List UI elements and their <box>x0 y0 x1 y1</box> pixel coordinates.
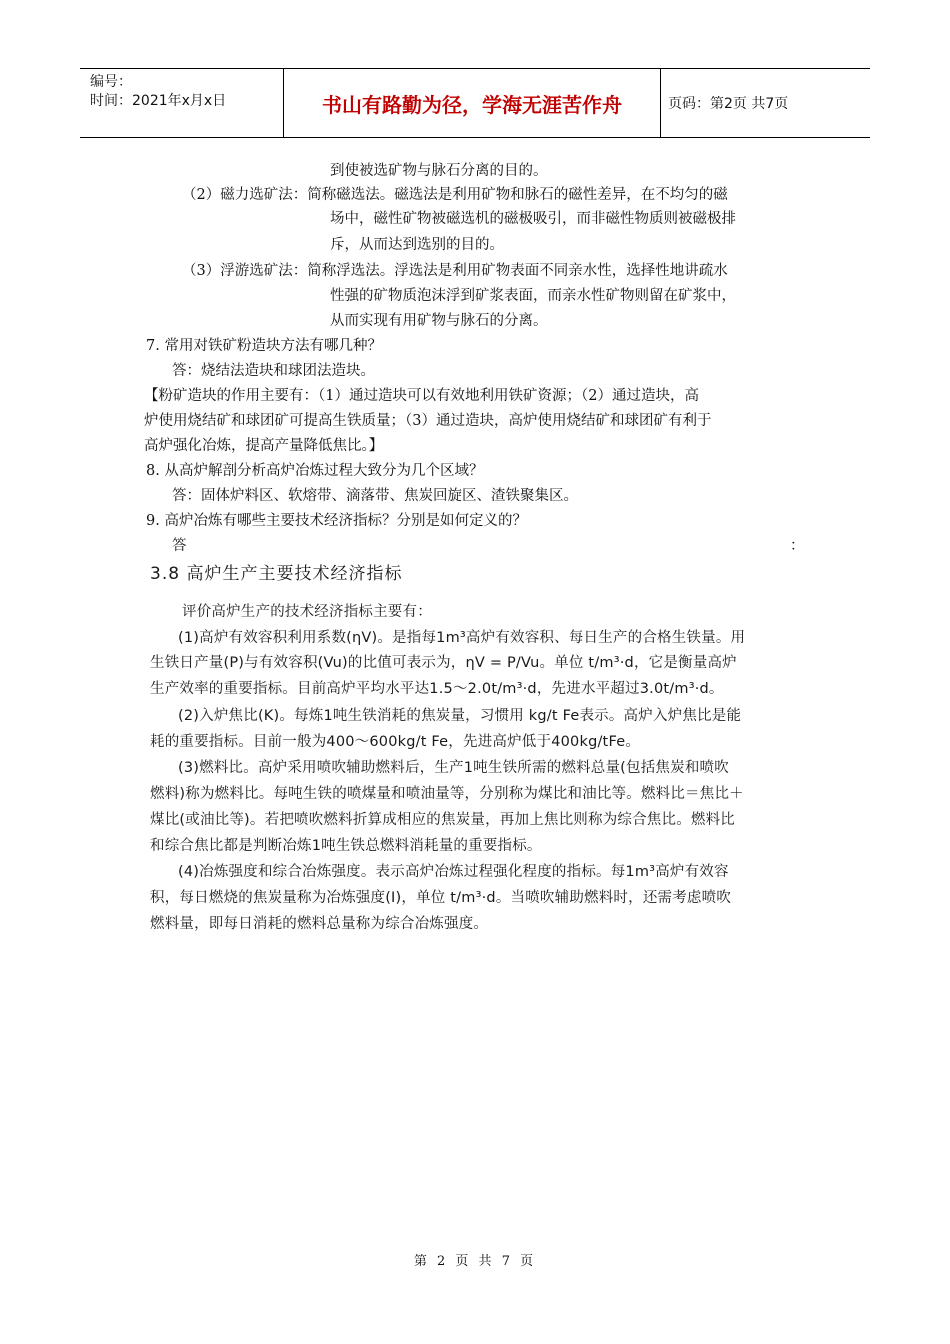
scan-line: 评价高炉生产的技术经济指标主要有： <box>182 604 432 620</box>
header-meta <box>80 69 284 137</box>
time-label: 时间：2021年x月x日 <box>90 93 227 109</box>
scan-line: 积，每日燃烧的焦炭量称为冶炼强度(I)，单位 t/m³·d。当喷吹辅助燃料时，还需考虑喷吹 <box>150 890 732 906</box>
scan-line: (2)入炉焦比(K)。每炼1吨生铁消耗的焦炭量，习惯用 kg/t Fe表示。高炉入炉焦比是能 <box>178 708 742 724</box>
scanned-excerpt <box>150 553 810 948</box>
scan-line: (4)冶炼强度和综合冶炼强度。表示高炉冶炼过程强化程度的指标。每1m³高炉有效容 <box>178 864 729 880</box>
page-header <box>80 68 870 138</box>
answer-9-colon: ： <box>790 538 805 554</box>
text-line: 【粉矿造块的作用主要有：（1）通过造块可以有效地利用铁矿资源；（2）通过造块，高 <box>144 388 699 404</box>
text-line: 从而实现有用矿物与脉石的分离。 <box>330 313 548 329</box>
scan-line: (3)燃料比。高炉采用喷吹辅助燃料后，生产1吨生铁所需的燃料总量(包括焦炭和喷吹 <box>178 760 729 776</box>
page-footer: 第 2 页 共 7 页 <box>413 1254 537 1269</box>
question-7: 7. 常用对铁矿粉造块方法有哪几种？ <box>146 338 382 354</box>
scan-line: 耗的重要指标。目前一般为400～600kg/t Fe，先进高炉低于400kg/tFe。 <box>150 734 641 750</box>
text-line: 炉使用烧结矿和球团矿可提高生铁质量；（3）通过造块，高炉使用烧结矿和球团矿有利于 <box>144 413 712 429</box>
answer-8: 答：固体炉料区、软熔带、滴落带、焦炭回旋区、渣铁聚集区。 <box>172 488 578 504</box>
scan-line: 和综合焦比都是判断冶炼1吨生铁总燃料消耗量的重要指标。 <box>150 838 542 854</box>
text-line: 到使被选矿物与脉石分离的目的。 <box>330 163 548 179</box>
text-line: 斥，从而达到选别的目的。 <box>330 237 504 253</box>
text-line: （2）磁力选矿法：简称磁选法。磁选法是利用矿物和脉石的磁性差异，在不均匀的磁 <box>182 187 728 203</box>
text-line: 高炉强化冶炼，提高产量降低焦比。】 <box>144 438 384 454</box>
header-page-label: 页码：第2页 共7页 <box>668 96 789 112</box>
scan-line: 生产效率的重要指标。目前高炉平均水平达1.5～2.0t/m³·d，先进水平超过3.0t/m³·d。 <box>150 681 724 697</box>
scan-title: 3.8 高炉生产主要技术经济指标 <box>150 564 403 584</box>
scan-line: 燃料)称为燃料比。每吨生铁的喷煤量和喷油量等，分别称为煤比和油比等。燃料比＝焦比＋ <box>150 786 744 802</box>
answer-7: 答：烧结法造块和球团法造块。 <box>172 363 375 379</box>
text-line: 场中，磁性矿物被磁选机的磁极吸引，而非磁性物质则被磁极排 <box>330 211 736 227</box>
question-8: 8. 从高炉解剖分析高炉冶炼过程大致分为几个区域？ <box>146 463 484 479</box>
scan-line: 燃料量，即每日消耗的燃料总量称为综合冶炼强度。 <box>150 916 489 932</box>
scan-line: 煤比(或油比等)。若把喷吹燃料折算成相应的焦炭量，再加上焦比则称为综合焦比。燃料比 <box>150 812 736 828</box>
answer-9: 答 <box>172 538 187 554</box>
scan-line: 生铁日产量(P)与有效容积(Vu)的比值可表示为，ηV = P/Vu。单位 t/m³·d，它是衡量高炉 <box>150 655 737 671</box>
scan-line: (1)高炉有效容积利用系数(ηV)。是指每1m³高炉有效容积、每日生产的合格生铁量。用 <box>178 630 746 646</box>
text-line: 性强的矿物质泡沫浮到矿浆表面，而亲水性矿物则留在矿浆中， <box>330 288 736 304</box>
text-line: （3）浮游选矿法：简称浮选法。浮选法是利用矿物表面不同亲水性，选择性地讲疏水 <box>182 263 728 279</box>
question-9: 9. 高炉冶炼有哪些主要技术经济指标？分别是如何定义的？ <box>146 513 527 529</box>
code-label: 编号： <box>90 74 132 90</box>
header-motto: 书山有路勤为径，学海无涯苦作舟 <box>284 69 661 137</box>
